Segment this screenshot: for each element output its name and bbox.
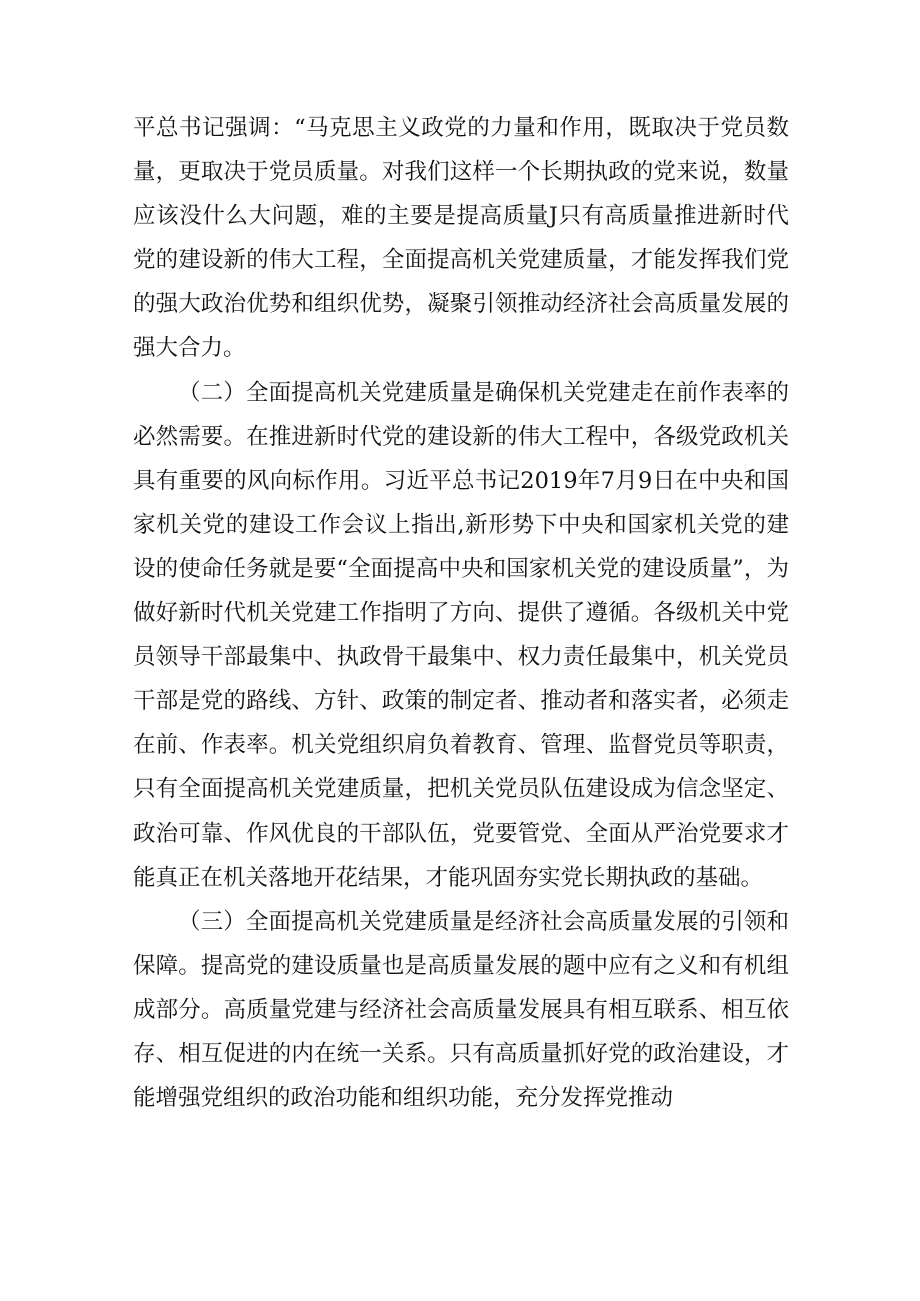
paragraph-3: （三）全面提高机关党建质量是经济社会高质量发展的引领和保障。提高党的建设质量也是高质量发展的题中应有之义和有机组成部分。高质量党建与经济社会高质量发展具有相互联系、相互依存、相互促进的内在统一关系。只有高质量抓好党的政治建设，才能增强党组织的政治功能和组织功能，充分发挥党推动	[133, 908, 789, 1112]
paragraph-1: 平总书记强调：“马克思主义政党的力量和作用，既取决于党员数量，更取决于党员质量。对我们这样一个长期执政的党来说，数量应该没什么大问题，难的主要是提高质量J只有高质量推进新时代党的建设新的伟大工程，全面提高机关党建质量，才能发挥我们党的强大政治优势和组织优势，凝聚引领推动经济社会高质量发展的强大合力。	[133, 115, 789, 362]
body-text	[133, 106, 789, 1120]
paragraph-2: （二）全面提高机关党建质量是确保机关党建走在前作表率的必然需要。在推进新时代党的建设新的伟大工程中，各级党政机关具有重要的风向标作用。习近平总书记2019年7月9日在中央和国家机关党的建设工作会议上指出,新形势下中央和国家机关党的建设的使命任务就是要“全面提高中央和国家机关党的建设质量”，为做好新时代机关党建工作指明了方向、提供了遵循。各级机关中党员领导干部最集中、执政骨干最集中、权力责任最集中，机关党员干部是党的路线、方针、政策的制定者、推动者和落实者，必须走在前、作表率。机关党组织肩负着教育、管理、监督党员等职责，只有全面提高机关党建质量，把机关党员队伍建设成为信念坚定、政治可靠、作风优良的干部队伍，党要管党、全面从严治党要求才能真正在机关落地开花结果，才能巩固夯实党长期执政的基础。	[133, 379, 789, 891]
